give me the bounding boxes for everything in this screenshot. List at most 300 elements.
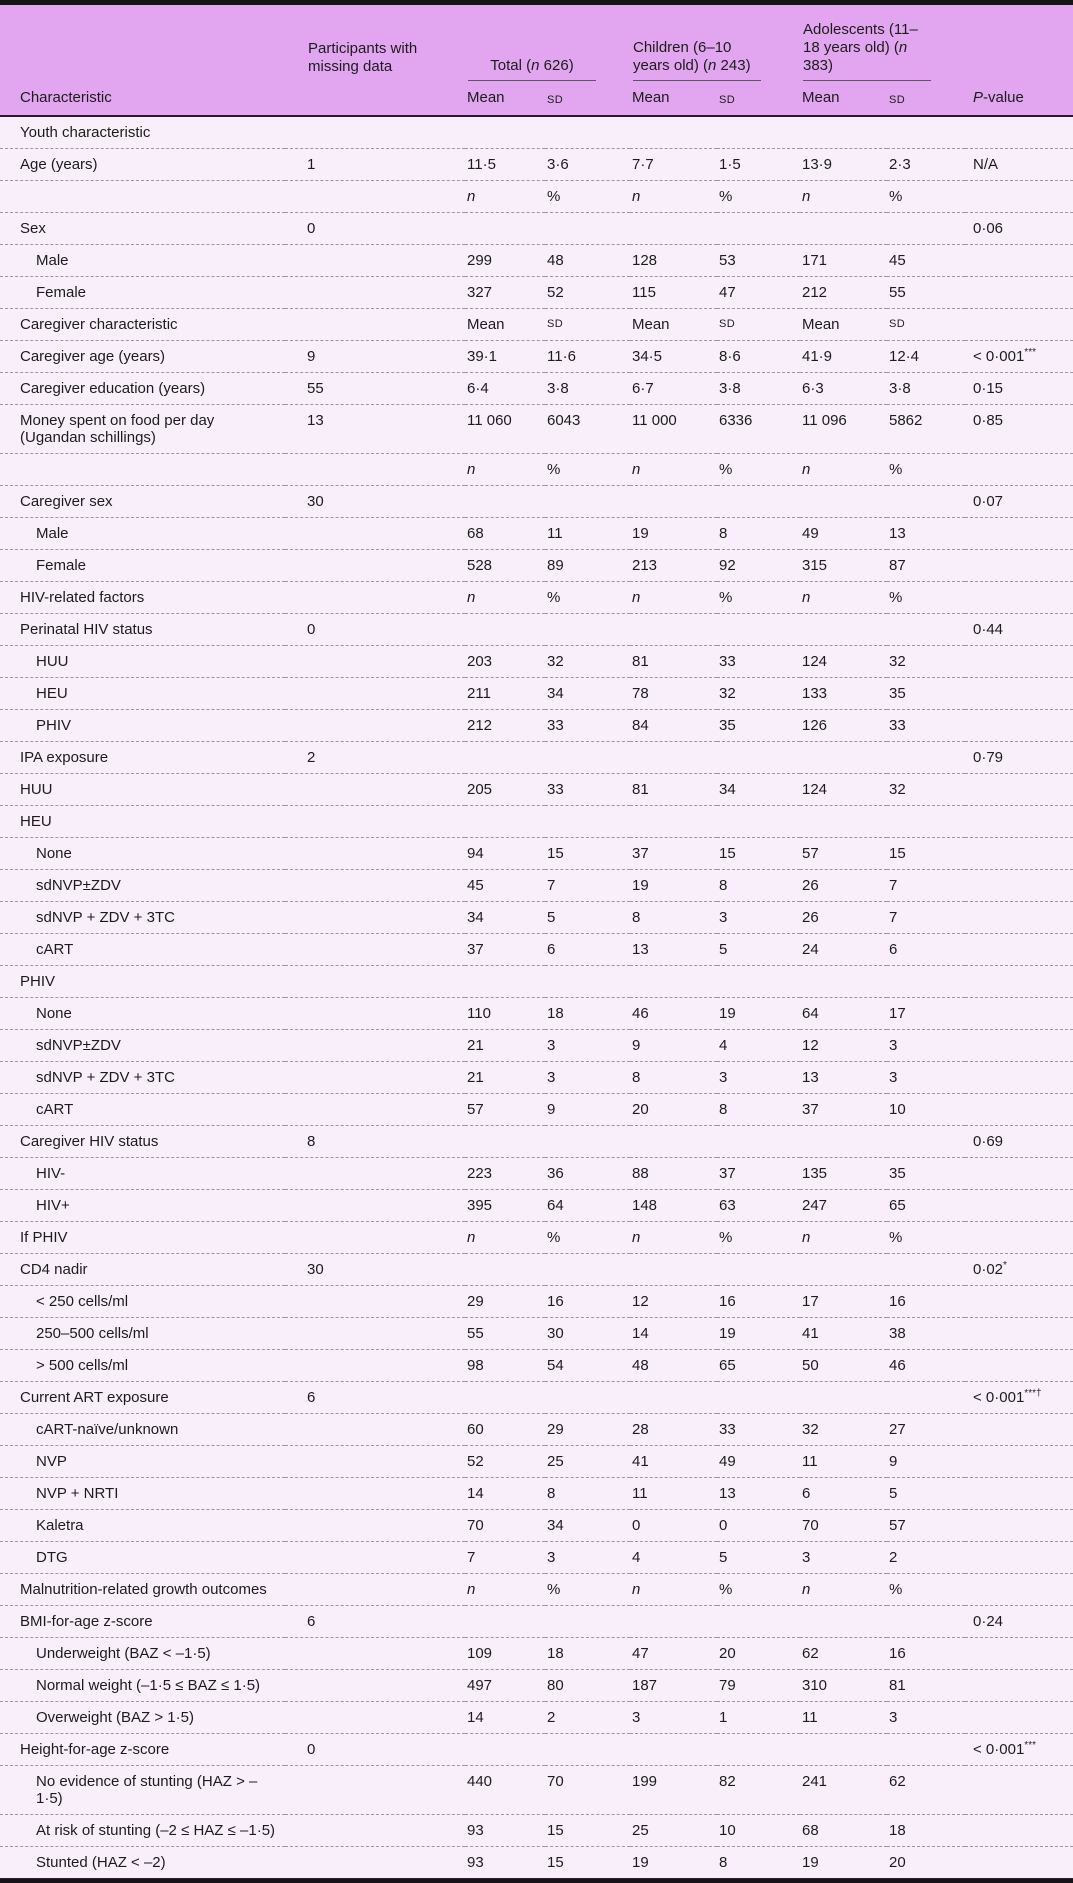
table-row-data bbox=[0, 486, 1073, 518]
cell-mean: 6·4 bbox=[465, 373, 545, 405]
cell-mean bbox=[465, 1126, 545, 1158]
cell-pvalue bbox=[965, 774, 1073, 806]
header-group-row bbox=[0, 3, 1073, 83]
cell-sd: % bbox=[717, 1222, 800, 1254]
col-header-pvalue: P-value bbox=[965, 82, 1073, 116]
cell-sd: 8 bbox=[717, 518, 800, 550]
cell-pvalue: 0·85 bbox=[965, 405, 1073, 454]
row-label: Caregiver HIV status bbox=[0, 1126, 285, 1158]
cell-missing bbox=[285, 966, 465, 998]
cell-pvalue: 0·06 bbox=[965, 213, 1073, 245]
cell-missing bbox=[285, 1030, 465, 1062]
cell-mean bbox=[800, 1126, 887, 1158]
cell-sd: 7 bbox=[545, 870, 630, 902]
cell-sd bbox=[717, 966, 800, 998]
cell-pvalue: N/A bbox=[965, 149, 1073, 181]
row-label: HEU bbox=[0, 806, 285, 838]
cell-mean: 84 bbox=[630, 710, 717, 742]
cell-mean: 55 bbox=[465, 1318, 545, 1350]
row-label: BMI-for-age z-score bbox=[0, 1606, 285, 1638]
row-label: No evidence of stunting (HAZ > –1·5) bbox=[0, 1766, 285, 1815]
cell-sd bbox=[717, 1606, 800, 1638]
cell-pvalue bbox=[965, 1510, 1073, 1542]
col-header-sd-total: SD bbox=[545, 82, 630, 116]
cell-mean bbox=[630, 966, 717, 998]
cell-sd: 18 bbox=[545, 1638, 630, 1670]
cell-pvalue bbox=[965, 870, 1073, 902]
cell-sd: 5 bbox=[717, 934, 800, 966]
col-header-missing-label: Participants with missing data bbox=[308, 40, 418, 75]
table-row-data bbox=[0, 1062, 1073, 1094]
cell-missing bbox=[285, 838, 465, 870]
cell-mean: 4 bbox=[630, 1542, 717, 1574]
cell-sd: 92 bbox=[717, 550, 800, 582]
cell-pvalue bbox=[965, 710, 1073, 742]
cell-pvalue: 0·24 bbox=[965, 1606, 1073, 1638]
cell-sd: 17 bbox=[887, 998, 965, 1030]
cell-sd: 32 bbox=[887, 646, 965, 678]
cell-mean: 528 bbox=[465, 550, 545, 582]
cell-sd bbox=[717, 213, 800, 245]
row-label: > 500 cells/ml bbox=[0, 1350, 285, 1382]
cell-mean: 327 bbox=[465, 277, 545, 309]
cell-mean: n bbox=[800, 582, 887, 614]
table-row-data bbox=[0, 1478, 1073, 1510]
row-label: None bbox=[0, 838, 285, 870]
table-row-data bbox=[0, 1702, 1073, 1734]
col-group-total bbox=[465, 3, 630, 83]
cell-missing bbox=[285, 710, 465, 742]
table-row-data bbox=[0, 245, 1073, 277]
cell-sd bbox=[887, 742, 965, 774]
cell-missing bbox=[285, 1638, 465, 1670]
col-header-mean-adolescents: Mean bbox=[800, 82, 887, 116]
table-row-data bbox=[0, 902, 1073, 934]
cell-mean: 19 bbox=[800, 1847, 887, 1879]
cell-pvalue: < 0·001*** bbox=[965, 341, 1073, 373]
cell-pvalue bbox=[965, 646, 1073, 678]
cell-mean bbox=[800, 1382, 887, 1414]
cell-missing bbox=[285, 998, 465, 1030]
cell-sd: 79 bbox=[717, 1670, 800, 1702]
table-row-data bbox=[0, 774, 1073, 806]
table-row-data bbox=[0, 1734, 1073, 1766]
row-label: sdNVP±ZDV bbox=[0, 1030, 285, 1062]
cell-sd: 5862 bbox=[887, 405, 965, 454]
table-row-data bbox=[0, 518, 1073, 550]
table-row-subheader bbox=[0, 582, 1073, 614]
table-row-section bbox=[0, 966, 1073, 998]
cell-sd: 81 bbox=[887, 1670, 965, 1702]
cell-sd: % bbox=[545, 1222, 630, 1254]
cell-sd: 64 bbox=[545, 1190, 630, 1222]
cell-pvalue bbox=[965, 902, 1073, 934]
cell-pvalue bbox=[965, 934, 1073, 966]
cell-mean bbox=[800, 1734, 887, 1766]
cell-sd: 5 bbox=[887, 1478, 965, 1510]
cell-pvalue: < 0·001*** bbox=[965, 1734, 1073, 1766]
cell-missing bbox=[285, 1286, 465, 1318]
table-row-data bbox=[0, 1510, 1073, 1542]
table-row-section bbox=[0, 116, 1073, 149]
cell-mean: n bbox=[465, 454, 545, 486]
cell-sd: 15 bbox=[545, 1847, 630, 1879]
cell-sd: 65 bbox=[717, 1350, 800, 1382]
cell-sd: 4 bbox=[717, 1030, 800, 1062]
cell-missing bbox=[285, 1478, 465, 1510]
cell-pvalue: 0·79 bbox=[965, 742, 1073, 774]
table-header bbox=[0, 3, 1073, 117]
cell-sd: 32 bbox=[545, 646, 630, 678]
cell-sd: % bbox=[887, 582, 965, 614]
cell-mean: Mean bbox=[800, 309, 887, 341]
cell-sd bbox=[545, 1606, 630, 1638]
cell-mean: 11 bbox=[800, 1446, 887, 1478]
cell-sd: 3 bbox=[545, 1030, 630, 1062]
col-group-adolescents-label: Adolescents (11–18 years old) (n 383) bbox=[803, 21, 931, 81]
row-label: Male bbox=[0, 518, 285, 550]
cell-sd: 65 bbox=[887, 1190, 965, 1222]
table-row-data bbox=[0, 373, 1073, 405]
cell-sd bbox=[717, 742, 800, 774]
cell-sd: % bbox=[545, 181, 630, 213]
cell-missing: 0 bbox=[285, 1734, 465, 1766]
cell-sd bbox=[887, 1734, 965, 1766]
cell-sd: 8·6 bbox=[717, 341, 800, 373]
cell-sd: % bbox=[887, 181, 965, 213]
cell-sd: 33 bbox=[717, 1414, 800, 1446]
cell-mean: 37 bbox=[800, 1094, 887, 1126]
cell-missing bbox=[285, 1847, 465, 1879]
cell-sd: SD bbox=[545, 309, 630, 341]
header-spacer bbox=[965, 3, 1073, 83]
cell-sd: 16 bbox=[887, 1286, 965, 1318]
row-label: IPA exposure bbox=[0, 742, 285, 774]
cell-mean: n bbox=[800, 1574, 887, 1606]
table-row-data bbox=[0, 1638, 1073, 1670]
cell-mean: 26 bbox=[800, 870, 887, 902]
cell-sd: 18 bbox=[545, 998, 630, 1030]
row-label: sdNVP + ZDV + 3TC bbox=[0, 1062, 285, 1094]
cell-sd: 16 bbox=[545, 1286, 630, 1318]
cell-sd: 15 bbox=[545, 1815, 630, 1847]
cell-sd: 10 bbox=[717, 1815, 800, 1847]
row-label: 250–500 cells/ml bbox=[0, 1318, 285, 1350]
cell-missing bbox=[285, 1702, 465, 1734]
table-row-data bbox=[0, 277, 1073, 309]
row-label: HUU bbox=[0, 774, 285, 806]
cell-sd bbox=[545, 213, 630, 245]
cell-sd: 37 bbox=[717, 1158, 800, 1190]
cell-mean: 17 bbox=[800, 1286, 887, 1318]
row-label: Age (years) bbox=[0, 149, 285, 181]
row-label: If PHIV bbox=[0, 1222, 285, 1254]
table-row-data bbox=[0, 934, 1073, 966]
cell-pvalue: 0·07 bbox=[965, 486, 1073, 518]
cell-mean: 32 bbox=[800, 1414, 887, 1446]
cell-missing bbox=[285, 870, 465, 902]
cell-mean: 34·5 bbox=[630, 341, 717, 373]
table-row-subheader bbox=[0, 181, 1073, 213]
cell-missing bbox=[285, 774, 465, 806]
cell-mean bbox=[465, 966, 545, 998]
cell-mean: 13 bbox=[630, 934, 717, 966]
cell-mean: 24 bbox=[800, 934, 887, 966]
cell-mean: Mean bbox=[630, 309, 717, 341]
table-bottom-rule bbox=[0, 1879, 1073, 1883]
cell-pvalue bbox=[965, 181, 1073, 213]
row-label: Caregiver education (years) bbox=[0, 373, 285, 405]
cell-sd: % bbox=[717, 582, 800, 614]
cell-mean: 94 bbox=[465, 838, 545, 870]
cell-sd: 53 bbox=[717, 245, 800, 277]
cell-sd: 3 bbox=[887, 1030, 965, 1062]
cell-mean: 57 bbox=[800, 838, 887, 870]
cell-mean: 68 bbox=[465, 518, 545, 550]
cell-mean bbox=[630, 1254, 717, 1286]
cell-sd: 33 bbox=[717, 646, 800, 678]
cell-sd: 3·8 bbox=[887, 373, 965, 405]
cell-sd: 6 bbox=[545, 934, 630, 966]
cell-pvalue bbox=[965, 1815, 1073, 1847]
cell-sd: 27 bbox=[887, 1414, 965, 1446]
table-row-data bbox=[0, 838, 1073, 870]
cell-sd bbox=[545, 116, 630, 149]
cell-missing bbox=[285, 806, 465, 838]
cell-mean: 12 bbox=[800, 1030, 887, 1062]
cell-missing bbox=[285, 934, 465, 966]
cell-mean: 93 bbox=[465, 1847, 545, 1879]
cell-sd: 33 bbox=[545, 710, 630, 742]
row-label: Underweight (BAZ < –1·5) bbox=[0, 1638, 285, 1670]
cell-mean bbox=[800, 1254, 887, 1286]
cell-missing: 6 bbox=[285, 1606, 465, 1638]
cell-mean: 6·3 bbox=[800, 373, 887, 405]
cell-missing: 0 bbox=[285, 614, 465, 646]
cell-mean: 60 bbox=[465, 1414, 545, 1446]
cell-missing bbox=[285, 518, 465, 550]
cell-pvalue bbox=[965, 1542, 1073, 1574]
cell-sd: 12·4 bbox=[887, 341, 965, 373]
col-header-mean-children: Mean bbox=[630, 82, 717, 116]
table-row-data bbox=[0, 998, 1073, 1030]
col-header-mean-total: Mean bbox=[465, 82, 545, 116]
cell-missing bbox=[285, 1158, 465, 1190]
cell-mean: 0 bbox=[630, 1510, 717, 1542]
cell-missing bbox=[285, 1190, 465, 1222]
cell-mean bbox=[630, 614, 717, 646]
cell-sd: 25 bbox=[545, 1446, 630, 1478]
cell-mean bbox=[465, 614, 545, 646]
row-label: Caregiver age (years) bbox=[0, 341, 285, 373]
table-row-section bbox=[0, 806, 1073, 838]
cell-mean: 115 bbox=[630, 277, 717, 309]
cell-mean: 34 bbox=[465, 902, 545, 934]
cell-mean: 11 060 bbox=[465, 405, 545, 454]
cell-missing: 8 bbox=[285, 1126, 465, 1158]
cell-sd: 20 bbox=[717, 1638, 800, 1670]
row-label: Malnutrition-related growth outcomes bbox=[0, 1574, 285, 1606]
cell-sd: 48 bbox=[545, 245, 630, 277]
cell-sd: 32 bbox=[887, 774, 965, 806]
table-row-data bbox=[0, 1126, 1073, 1158]
cell-sd: 89 bbox=[545, 550, 630, 582]
cell-mean: 395 bbox=[465, 1190, 545, 1222]
cell-mean: 13·9 bbox=[800, 149, 887, 181]
cell-mean: 88 bbox=[630, 1158, 717, 1190]
cell-sd: 33 bbox=[887, 710, 965, 742]
cell-mean: 41·9 bbox=[800, 341, 887, 373]
cell-mean bbox=[800, 966, 887, 998]
cell-sd bbox=[717, 1126, 800, 1158]
cell-mean: 247 bbox=[800, 1190, 887, 1222]
cell-mean: 133 bbox=[800, 678, 887, 710]
cell-sd: % bbox=[717, 454, 800, 486]
cell-sd bbox=[887, 614, 965, 646]
cell-pvalue bbox=[965, 116, 1073, 149]
cell-mean: 48 bbox=[630, 1350, 717, 1382]
cell-sd: 3 bbox=[545, 1062, 630, 1094]
header-spacer bbox=[0, 3, 285, 83]
cell-pvalue: 0·69 bbox=[965, 1126, 1073, 1158]
cell-sd: 7 bbox=[887, 870, 965, 902]
cell-mean: 187 bbox=[630, 1670, 717, 1702]
cell-mean: n bbox=[465, 1222, 545, 1254]
table-row-subheader bbox=[0, 1574, 1073, 1606]
cell-mean bbox=[800, 614, 887, 646]
cell-pvalue bbox=[965, 1847, 1073, 1879]
cell-sd: 3 bbox=[887, 1062, 965, 1094]
table-row-data bbox=[0, 646, 1073, 678]
cell-pvalue bbox=[965, 1190, 1073, 1222]
cell-sd: 34 bbox=[545, 1510, 630, 1542]
row-label: At risk of stunting (–2 ≤ HAZ ≤ –1·5) bbox=[0, 1815, 285, 1847]
cell-pvalue bbox=[965, 277, 1073, 309]
cell-sd: 6043 bbox=[545, 405, 630, 454]
table-row-data bbox=[0, 1766, 1073, 1815]
cell-mean bbox=[630, 1382, 717, 1414]
cell-mean bbox=[630, 1734, 717, 1766]
cell-pvalue: < 0·001***† bbox=[965, 1382, 1073, 1414]
table-row-data bbox=[0, 1606, 1073, 1638]
cell-missing bbox=[285, 582, 465, 614]
table-row-data bbox=[0, 1158, 1073, 1190]
cell-mean: 8 bbox=[630, 1062, 717, 1094]
row-label: cART-naïve/unknown bbox=[0, 1414, 285, 1446]
cell-pvalue bbox=[965, 1094, 1073, 1126]
cell-mean: n bbox=[465, 181, 545, 213]
cell-mean: 315 bbox=[800, 550, 887, 582]
cell-sd: 34 bbox=[717, 774, 800, 806]
cell-mean: 11·5 bbox=[465, 149, 545, 181]
cell-mean: 14 bbox=[465, 1702, 545, 1734]
cell-sd: 16 bbox=[887, 1638, 965, 1670]
cell-mean: 205 bbox=[465, 774, 545, 806]
cell-missing bbox=[285, 1542, 465, 1574]
cell-sd: 35 bbox=[717, 710, 800, 742]
cell-sd: 35 bbox=[887, 1158, 965, 1190]
cell-mean: 26 bbox=[800, 902, 887, 934]
cell-mean: 37 bbox=[465, 934, 545, 966]
table-row-data bbox=[0, 1030, 1073, 1062]
cell-mean: 124 bbox=[800, 646, 887, 678]
cell-mean: 440 bbox=[465, 1766, 545, 1815]
cell-pvalue bbox=[965, 1062, 1073, 1094]
cell-sd: SD bbox=[717, 309, 800, 341]
cell-mean: 110 bbox=[465, 998, 545, 1030]
cell-sd: 18 bbox=[887, 1815, 965, 1847]
cell-sd: 2 bbox=[887, 1542, 965, 1574]
cell-mean bbox=[465, 213, 545, 245]
table-row-data bbox=[0, 1847, 1073, 1879]
cell-sd: SD bbox=[887, 309, 965, 341]
cell-mean bbox=[465, 486, 545, 518]
cell-sd bbox=[887, 1606, 965, 1638]
cell-missing: 6 bbox=[285, 1382, 465, 1414]
cell-missing: 30 bbox=[285, 486, 465, 518]
cell-missing bbox=[285, 116, 465, 149]
cell-mean: 81 bbox=[630, 774, 717, 806]
cell-mean: 41 bbox=[800, 1318, 887, 1350]
table-row-data bbox=[0, 1414, 1073, 1446]
row-label: HIV- bbox=[0, 1158, 285, 1190]
cell-mean: 50 bbox=[800, 1350, 887, 1382]
cell-mean bbox=[800, 213, 887, 245]
row-label: sdNVP±ZDV bbox=[0, 870, 285, 902]
cell-sd: 80 bbox=[545, 1670, 630, 1702]
cell-sd: 34 bbox=[545, 678, 630, 710]
col-header-missing bbox=[285, 3, 465, 83]
row-label: Caregiver characteristic bbox=[0, 309, 285, 341]
cell-mean: Mean bbox=[465, 309, 545, 341]
cell-sd: % bbox=[887, 1574, 965, 1606]
cell-sd: 87 bbox=[887, 550, 965, 582]
cell-mean: 124 bbox=[800, 774, 887, 806]
cell-pvalue bbox=[965, 309, 1073, 341]
cell-mean bbox=[465, 1734, 545, 1766]
cell-missing: 13 bbox=[285, 405, 465, 454]
cell-mean: 11 000 bbox=[630, 405, 717, 454]
cell-sd: 8 bbox=[717, 1094, 800, 1126]
cell-mean: 241 bbox=[800, 1766, 887, 1815]
cell-sd: 32 bbox=[717, 678, 800, 710]
table-row-data bbox=[0, 742, 1073, 774]
row-label: Height-for-age z-score bbox=[0, 1734, 285, 1766]
cell-sd: 11·6 bbox=[545, 341, 630, 373]
cell-sd bbox=[717, 614, 800, 646]
cell-pvalue bbox=[965, 806, 1073, 838]
cell-sd: % bbox=[545, 1574, 630, 1606]
row-label: Female bbox=[0, 550, 285, 582]
cell-sd: % bbox=[887, 454, 965, 486]
cell-mean: n bbox=[630, 1222, 717, 1254]
cell-pvalue bbox=[965, 1158, 1073, 1190]
cell-sd: 13 bbox=[717, 1478, 800, 1510]
cell-pvalue: 0·15 bbox=[965, 373, 1073, 405]
cell-missing bbox=[285, 245, 465, 277]
cell-sd bbox=[717, 1382, 800, 1414]
row-label: PHIV bbox=[0, 710, 285, 742]
cell-mean: 299 bbox=[465, 245, 545, 277]
cell-mean bbox=[630, 486, 717, 518]
cell-pvalue bbox=[965, 1446, 1073, 1478]
cell-sd: 3·8 bbox=[545, 373, 630, 405]
cell-missing bbox=[285, 1670, 465, 1702]
cell-sd: 20 bbox=[887, 1847, 965, 1879]
cell-pvalue bbox=[965, 1286, 1073, 1318]
cell-sd: 57 bbox=[887, 1510, 965, 1542]
cell-mean: 497 bbox=[465, 1670, 545, 1702]
